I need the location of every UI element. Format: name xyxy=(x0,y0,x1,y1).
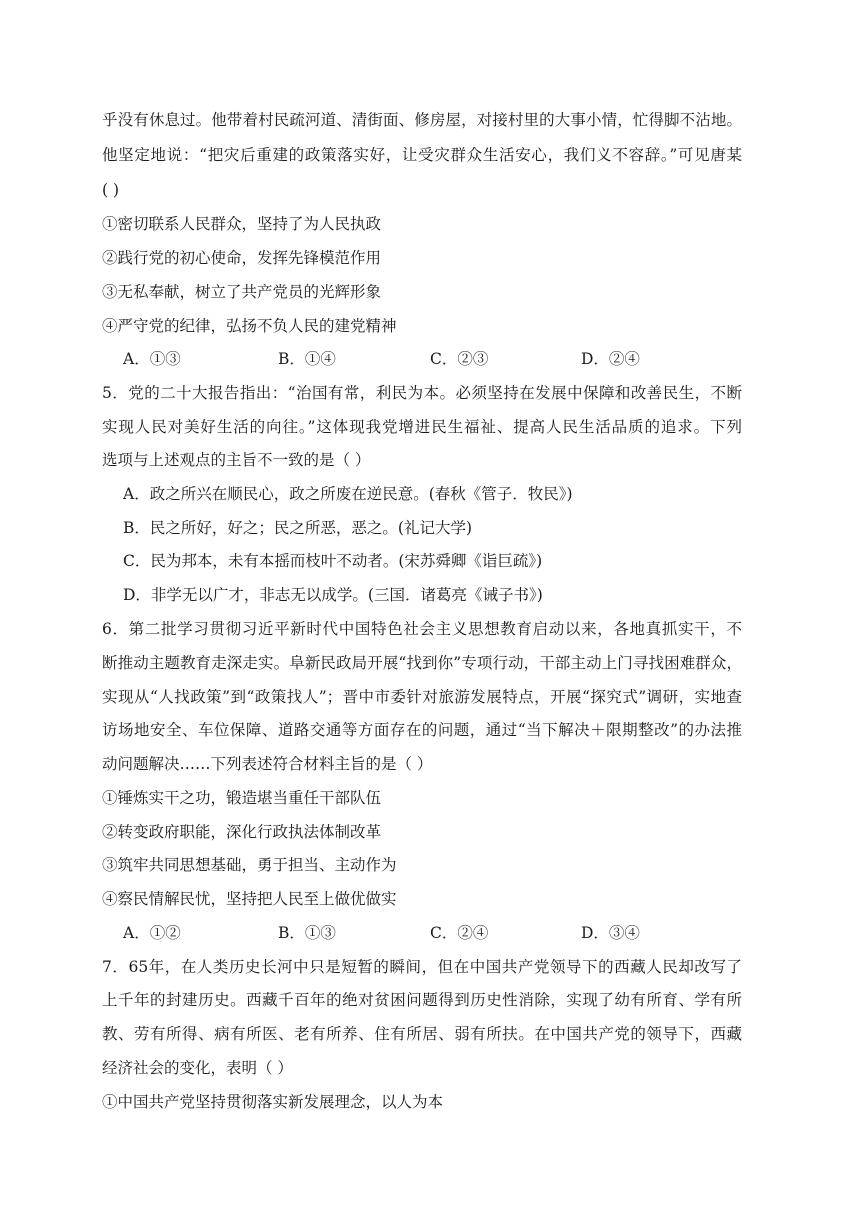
q4-statement-1: ①密切联系人民群众，坚持了为人民执政 xyxy=(102,215,382,233)
q4-option-b: B．①④ xyxy=(278,350,336,368)
q4-statement-4: ④严守党的纪律，弘扬不负人民的建党精神 xyxy=(102,317,397,335)
q4-answer-blank: ( ) xyxy=(102,181,120,199)
q5-option-b: B．民之所好，好之；民之所恶，恶之。(礼记大学) xyxy=(123,519,472,537)
q5-option-c: C．民为邦本，未有本摇而枝叶不动者。(宋苏舜卿《诣巨疏》) xyxy=(123,552,543,570)
q6-option-c: C．②④ xyxy=(430,924,489,942)
q6-option-b: B．①③ xyxy=(278,924,336,942)
q6-statement-4: ④察民情解民忧，坚持把人民至上做优做实 xyxy=(102,890,397,908)
q5-option-a: A．政之所兴在顺民心，政之所废在逆民意。(春秋《管子．牧民》) xyxy=(123,485,573,503)
q7-stem-line-3: 教、劳有所得、病有所医、老有所养、住有所居、弱有所扶。在中国共产党的领导下，西藏 xyxy=(102,1025,742,1043)
q6-option-a: A．①② xyxy=(123,924,181,942)
q6-statement-3: ③筑牢共同思想基础，勇于担当、主动作为 xyxy=(102,856,397,874)
q7-statement-1: ①中国共产党坚持贯彻落实新发展理念，以人为本 xyxy=(102,1093,444,1111)
q6-stem-line-2: 断推动主题教育走深走实。阜新民政局开展“找到你”专项行动，干部主动上门寻找困难群众， xyxy=(102,654,742,672)
q6-stem-line-3: 实现从“人找政策”到“政策找人”；晋中市委针对旅游发展特点，开展“探究式”调研，实地查 xyxy=(102,688,742,706)
q6-option-d: D．③④ xyxy=(581,924,640,942)
q5-option-d: D．非学无以广才，非志无以成学。(三国．诸葛亮《诫子书》) xyxy=(123,586,543,604)
q4-option-d: D．②④ xyxy=(581,350,640,368)
q5-stem-line-2: 实现人民对美好生活的向往。”这体现我党增进民生福祉、提高人民生活品质的追求。下列 xyxy=(102,418,742,436)
q7-stem-line-4: 经济社会的变化，表明（ ） xyxy=(102,1059,293,1077)
q4-option-c: C．②③ xyxy=(430,350,489,368)
q6-stem-line-5: 动问题解决……下列表述符合材料主旨的是（ ） xyxy=(102,755,433,773)
q6-statement-2: ②转变政府职能，深化行政执法体制改革 xyxy=(102,823,382,841)
q4-stem-line-1: 乎没有休息过。他带着村民疏河道、清街面、修房屋，对接村里的大事小情，忙得脚不沾地。 xyxy=(102,111,742,129)
q5-stem-line-1: 5．党的二十大报告指出：“治国有常，利民为本。必须坚持在发展中保障和改善民生，不断 xyxy=(102,384,742,402)
q4-statement-2: ②践行党的初心使命，发挥先锋模范作用 xyxy=(102,249,382,267)
q6-statement-1: ①锤炼实干之功，锻造堪当重任干部队伍 xyxy=(102,789,382,807)
q7-stem-line-2: 上千年的封建历史。西藏千百年的绝对贫困问题得到历史性消除，实现了幼有所育、学有所 xyxy=(102,991,742,1009)
q4-stem-line-2: 他坚定地说：“把灾后重建的政策落实好，让受灾群众生活安心，我们义不容辞。”可见唐某 xyxy=(102,146,742,164)
q4-option-a: A．①③ xyxy=(123,350,181,368)
q4-statement-3: ③无私奉献，树立了共产党员的光辉形象 xyxy=(102,283,382,301)
q6-stem-line-4: 访场地安全、车位保障、道路交通等方面存在的问题，通过“当下解决＋限期整改”的办法推 xyxy=(102,721,742,739)
q6-stem-line-1: 6．第二批学习贯彻习近平新时代中国特色社会主义思想教育启动以来，各地真抓实干，不 xyxy=(102,620,742,638)
q7-stem-line-1: 7．65年，在人类历史长河中只是短暂的瞬间，但在中国共产党领导下的西藏人民却改写了 xyxy=(102,958,742,976)
q5-stem-line-3: 选项与上述观点的主旨不一致的是（ ） xyxy=(102,451,371,469)
